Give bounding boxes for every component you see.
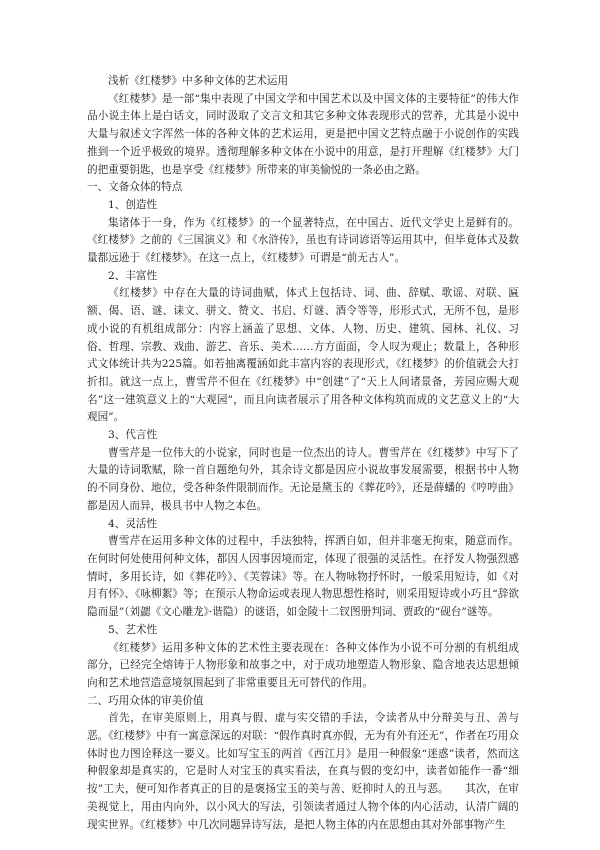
subsection-artistry-heading: 5、艺术性 bbox=[108, 623, 158, 636]
subsection-spokesman-heading: 3、代言性 bbox=[108, 429, 158, 442]
subsection-creativity-heading: 1、创造性 bbox=[108, 198, 158, 211]
document-page bbox=[87, 73, 519, 834]
subsection-spokesman-text: 曹雪芹是一位伟大的小说家，同时也是一位杰出的诗人。曹雪芹在《红楼梦》中写下了大量的诗词歌赋，除一首自题绝句外，其余诗文都是因应小说故事发展需要，根据书中人物的不同身份、地位，受各种条件限制而作。无论是黛玉的《葬花吟》，还是薛蟠的《哼哼曲》都是因人而异，极具书中人物之本色。 bbox=[87, 446, 519, 512]
subsection-flexibility-text: 曹雪芹在运用多种文体的过程中，手法独特，挥洒自如，但并非毫无拘束，随意而作。在何时何处使用何种文体，都因人因事因境而定，体现了很强的灵活性。在抒发人物强烈感情时，多用长诗，如《葬花吟》、《芙蓉诔》等。在人物咏物抒怀时，一般采用短诗，如《对月有怀》、《咏柳絮》等；在预示人物命运或表现人物思想性格时，则采用短诗或小巧且“辞欲隐而显”（刘勰《文心雕龙》·谐隐）的谜语，如金陵十二钗图册判词、贾政的“砚台”谜等。 bbox=[87, 535, 519, 619]
section2-heading: 二、巧用众体的审美价值 bbox=[87, 694, 204, 707]
subsection-creativity-text: 集诸体于一身，作为《红楼梦》的一个显著特点，在中国古、近代文学史上是鲜有的。《红楼梦》之前的《三国演义》和《水浒传》，虽也有诗词谚语等运用其中，但毕竟体式及数量都远逊于《红楼梦》。在这一点上，《红楼梦》可谓是“前无古人”。 bbox=[87, 216, 519, 265]
subsection-richness-text: 《红楼梦》中存在大量的诗词曲赋，体式上包括诗、词、曲、辞赋、歌谣、对联、匾额、偈、语、谜、诔文、骈文、赞文、书启、灯谜、酒令等等，形形式式，无所不包，是形成小说的有机组成部分：内容上涵盖了思想、文体、人物、历史、建筑、园林、礼仪、习俗、哲理、宗教、戏曲、游艺、音乐、美术……方方面面，令人叹为观止；数量上，各种形式文体统计共为225篇。如若抽离覆涵如此丰富内容的表现形式，《红楼梦》的价值就会大打折扣。就这一点上，曹雪芹不但在《红楼梦》中“创建”了“天上人间诸景备，芳园应赐大观名”这一建筑意义上的“大观园”，而且向读者展示了用各种文体构筑而成的文艺意义上的“大观园”。 bbox=[87, 287, 519, 424]
section1-heading: 一、文备众体的特点 bbox=[87, 181, 183, 194]
subsection-artistry-text: 《红楼梦》运用多种文体的艺术性主要表现在：各种文体作为小说不可分割的有机组成部分，已经完全熔铸于人物形象和故事之中，对于成功地塑造人物形象、隐含地表达思想倾向和艺术地营造意境氛围起到了非常重要且无可替代的作用。 bbox=[87, 641, 519, 689]
section2-text: 首先，在审美原则上，用真与假、虚与实交错的手法，令读者从中分辩美与丑、善与恶。《红楼梦》中有一寓意深远的对联：“假作真时真亦假，无为有外有还无”，作者在巧用众体时也力图诠释这一要义。比如写宝玉的两首《西江月》是用一种假象“迷惑”读者，然而这种假象却是真实的，它是时人对宝玉的真实看法，在真与假的变幻中，读者如能作一番“细按”工夫，便可知作者真正的目的是褒扬宝玉的美与善、贬抑时人的丑与恶。 其次，在审美视觉上，用由内向外，以小风大的写法，引领读者通过人物个体的内心活动，认清广阔的现实世界。《红楼梦》中几次同题异诗写法，是把人物主体的内在思想由其对外部事物产生 bbox=[87, 712, 519, 831]
subsection-richness-heading: 2、丰富性 bbox=[108, 269, 158, 282]
intro-paragraph: 《红楼梦》是一部“集中表现了中国文学和中国艺术以及中国文体的主要特征”的伟大作品小说主体上是白话文，同时汲取了文言文和其它多种文体表现形式的营养，尤其是小说中大量与叙述文字浑然一体的各种文体的艺术运用，更是把中国文艺特点融于小说创作的实践推到一个近乎极致的境界。透彻理解多种文体在小说中的用意，是打开理解《红楼梦》大门的把重要钥匙，也是享受《红楼梦》所带来的审美愉悦的一条必由之路。 bbox=[87, 92, 519, 176]
subsection-flexibility-heading: 4、灵活性 bbox=[108, 517, 158, 530]
document-title: 浅析《红楼梦》中多种文体的艺术运用 bbox=[108, 75, 289, 87]
